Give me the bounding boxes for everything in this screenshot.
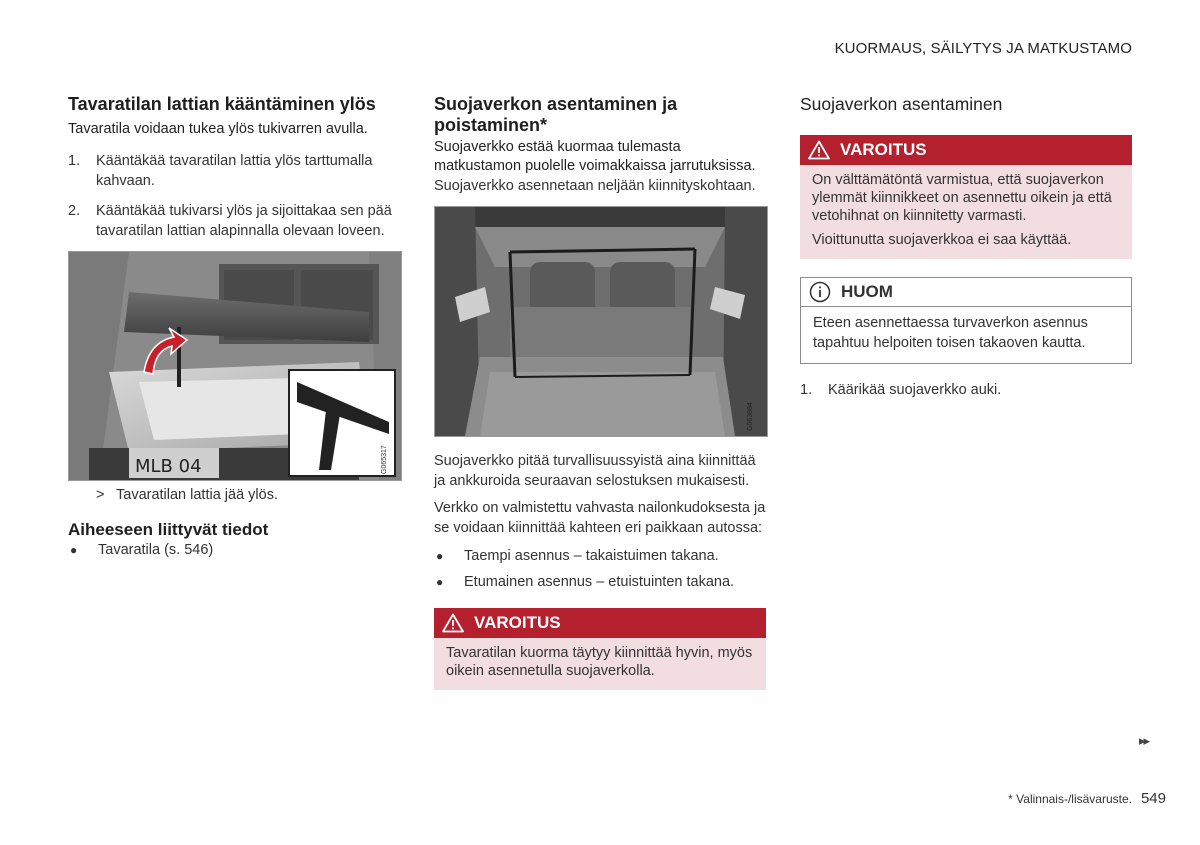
warning-text: Tavaratilan kuorma täytyy kiinnittää hyvin, myös oikein asennetulla suojaverkolla. (446, 645, 753, 679)
section-title: Tavaratilan lattian kääntäminen ylös (68, 94, 376, 114)
step-number: 2. (68, 203, 81, 219)
warning-box (800, 135, 1132, 259)
warning-text-1: On välttämätöntä varmistua, että suojaverkon ylemmät kiinnikkeet on asennettu oikein ja että vetohihnat on kiinnitetty varmasti. (812, 172, 1112, 224)
section-title: Suojaverkon asentaminen ja poistaminen* (434, 94, 678, 135)
warning-header (800, 135, 1132, 165)
footnote: * Valinnais-/lisävaruste. (1008, 792, 1132, 806)
bullet-text: Taempi asennus – takaistuimen takana. (464, 548, 719, 564)
result-line (68, 485, 402, 505)
column-2 (434, 94, 768, 690)
step-text: Käärikää suojaverkko auki. (828, 382, 1002, 398)
step-text: Kääntäkää tukivarsi ylös ja sijoittakaa sen pää tavaratilan lattian alapinnalla olevaan loveen. (96, 203, 392, 239)
paragraph-2: Verkko on valmistettu vahvasta nailonkudoksesta ja se voidaan kiinnittää kahteen eri paikkaan autossa: (434, 500, 766, 536)
bullet-text: Etumainen asennus – etuistuinten takana. (464, 574, 735, 590)
section-intro: Suojaverkko estää kuormaa tulemasta matkustamon puolelle voimakkaissa jarrutuksissa. (434, 139, 756, 174)
next-page-icon[interactable]: ▸▸ (1138, 733, 1148, 748)
warning-box (434, 608, 766, 690)
column-1 (68, 94, 402, 560)
section-intro: Tavaratila voidaan tukea ylös tukivarren avulla. (68, 121, 368, 137)
result-mark: > (96, 487, 105, 503)
license-plate-text: MLB 04 (135, 456, 202, 477)
section-title: Suojaverkon asentaminen (800, 94, 1003, 114)
safety-net-illustration (435, 207, 767, 436)
warning-text-2: Vioittunutta suojaverkkoa ei saa käyttää. (812, 232, 1072, 248)
step-1 (68, 151, 402, 191)
warning-header (434, 608, 766, 638)
bullet-icon: ● (436, 575, 444, 589)
result-text: Tavaratilan lattia jää ylös. (116, 487, 278, 503)
note-box (800, 277, 1132, 364)
related-title: Aiheeseen liittyvät tiedot (68, 520, 269, 539)
trunk-floor-figure (68, 251, 402, 481)
warning-label: VAROITUS (474, 613, 561, 632)
paragraph-1: Suojaverkko pitää turvallisuussyistä aina kiinnittää ja ankkuroida seuraavan selostuksen mukaisesti. (434, 453, 756, 489)
trunk-floor-illustration (69, 252, 401, 480)
column-3 (800, 94, 1132, 400)
related-item (68, 540, 402, 560)
step-number: 1. (800, 382, 813, 398)
note-label: HUOM (841, 282, 893, 301)
figure-code: G065317 (381, 445, 388, 474)
warning-triangle-icon (442, 613, 464, 633)
warning-triangle-icon (808, 140, 830, 160)
warning-label: VAROITUS (840, 140, 927, 159)
chapter-header: KUORMAUS, SÄILYTYS JA MATKUSTAMO (834, 40, 1132, 57)
note-text: Eteen asennettaessa turvaverkon asennus tapahtuu helpoiten toisen takaoven kautta. (813, 315, 1088, 351)
step-text: Kääntäkää tavaratilan lattia ylös tarttumalla kahvaan. (96, 153, 373, 189)
step-2 (68, 201, 402, 241)
section-intro-2: Suojaverkko asennetaan neljään kiinnityskohtaan. (434, 178, 756, 194)
related-link[interactable]: Tavaratila (s. 546) (98, 542, 214, 558)
bullet-item (434, 572, 768, 592)
note-header (801, 278, 1131, 307)
page-number: 549 (1140, 790, 1166, 807)
bullet-icon: ● (70, 543, 78, 557)
bullet-icon: ● (436, 549, 444, 563)
safety-net-figure (434, 206, 768, 437)
info-icon (809, 281, 831, 303)
step-number: 1. (68, 153, 81, 169)
figure-code: G063884 (747, 402, 754, 431)
bullet-item (434, 546, 768, 566)
step-1 (800, 380, 1132, 400)
